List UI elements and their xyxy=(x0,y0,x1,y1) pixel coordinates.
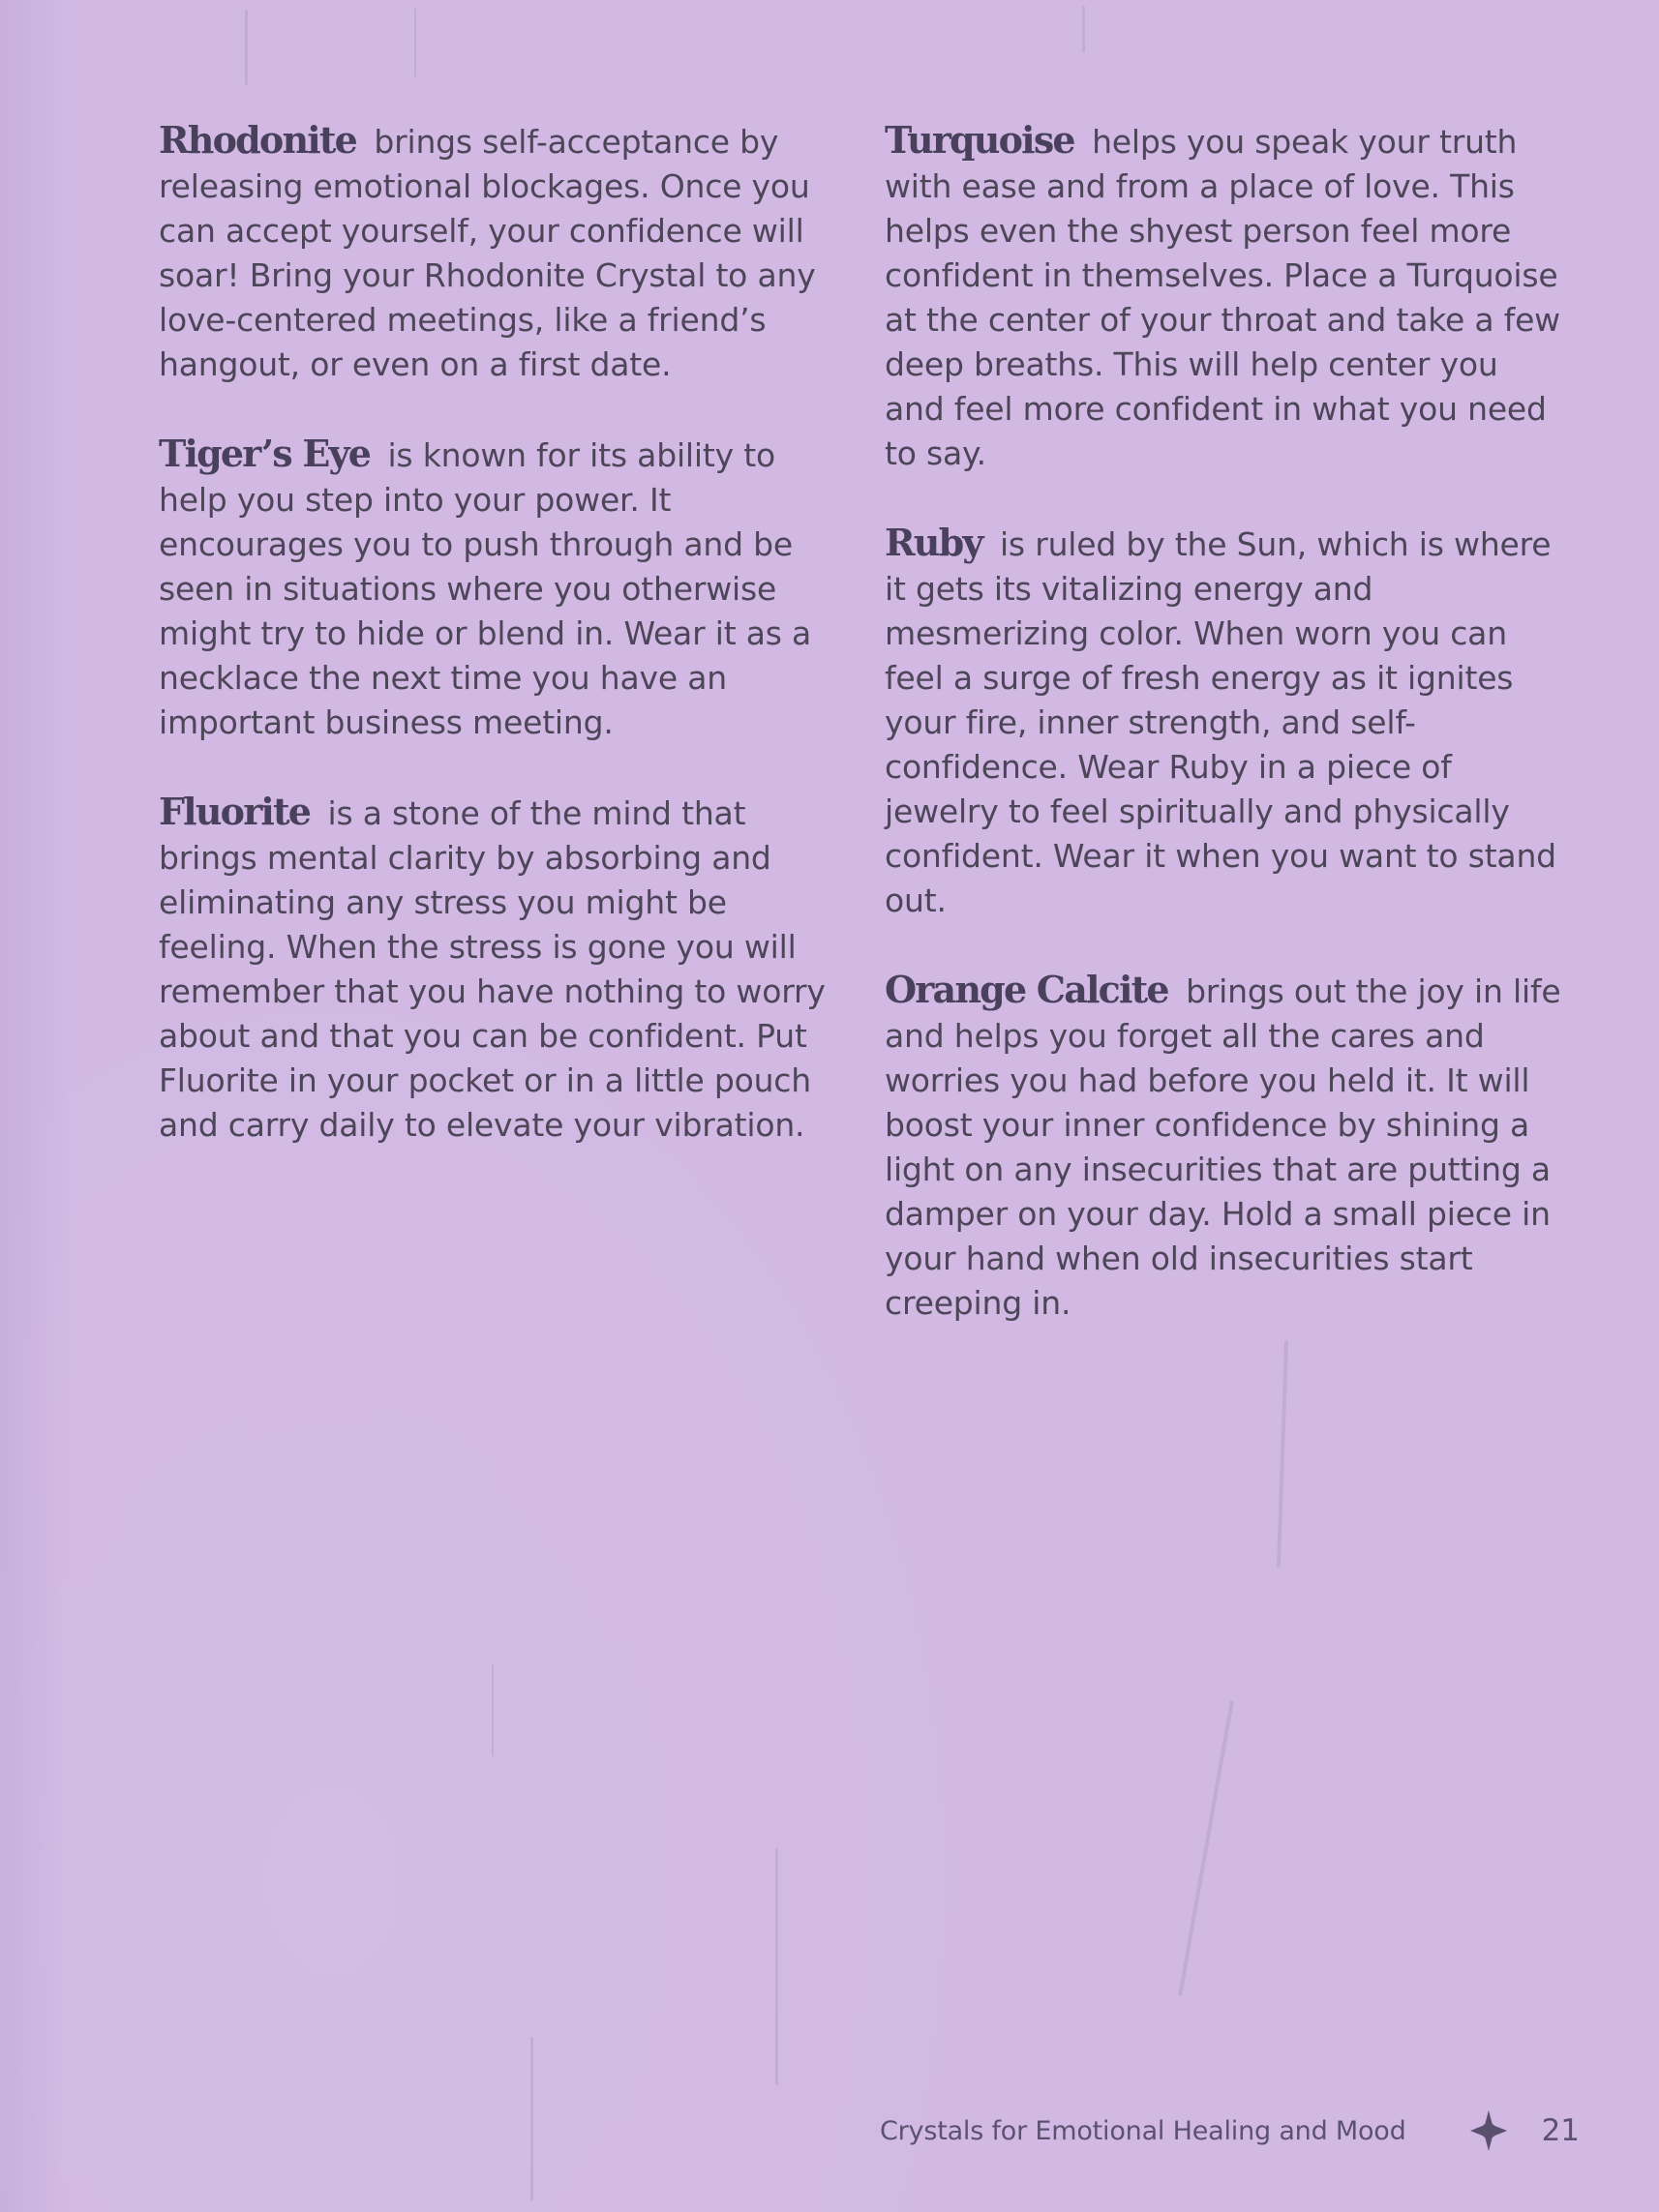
entry-body: helps you speak your truth with ease and from a place of love. This helps even the shyest person feel more confident in themselves. Place a Turquoise at the center of your throat and take a few deep breaths. This will help center you and feel more confident in what you need to say. xyxy=(885,123,1560,472)
entry-body: is ruled by the Sun, which is where it gets its vitalizing energy and mesmerizing color. When worn you can feel a surge of fresh energy as it ignites your fire, inner strength, and self-confidence. Wear Ruby in a piece of jewelry to feel spiritually and physically confident. Wear it when you want to stand out. xyxy=(885,525,1556,919)
entry-orange-calcite xyxy=(885,968,1567,1326)
paper-mark-2 xyxy=(414,8,416,77)
entry-title: Orange Calcite xyxy=(885,968,1168,1011)
entry-title: Rhodonite xyxy=(159,118,357,162)
entry-ruby xyxy=(885,521,1567,923)
entry-fluorite xyxy=(159,790,836,1148)
left-column xyxy=(159,118,836,1192)
entry-body: is known for its ability to help you step into your power. It encourages you to push through and be seen in situations where you otherwise might try to hide or blend in. Wear it as a necklace the next time you have an important business meeting. xyxy=(159,436,812,741)
entry-title: Ruby xyxy=(885,521,982,564)
footer-section-title: Crystals for Emotional Healing and Mood xyxy=(880,2115,1406,2146)
page-number: 21 xyxy=(1541,2112,1581,2148)
entry-body: brings self-acceptance by releasing emotional blockages. Once you can accept yourself, your confidence will soar! Bring your Rhodonite Crystal to any love-centered meetings, like a friend’s hangout, or even on a first date. xyxy=(159,123,816,383)
paper-mark-6 xyxy=(775,1848,778,2085)
entry-rhodonite xyxy=(159,118,836,387)
paper-mark-1 xyxy=(245,10,248,85)
paper-mark-7 xyxy=(530,2037,533,2201)
paper-mark-5 xyxy=(1178,1700,1234,1996)
paper-mark-8 xyxy=(492,1664,494,1756)
entry-title: Fluorite xyxy=(159,790,311,833)
paper-mark-4 xyxy=(1277,1340,1288,1568)
entry-title: Tiger’s Eye xyxy=(159,432,371,475)
entry-body: brings out the joy in life and helps you forget all the cares and worries you had before you held it. It will boost your inner confidence by shining a light on any insecurities that are putting a damper on your day. Hold a small piece in your hand when old insecurities start creeping in. xyxy=(885,972,1561,1322)
paper-mark-3 xyxy=(1082,6,1085,52)
entry-body: is a stone of the mind that brings mental clarity by absorbing and eliminating any stress you might be feeling. When the stress is gone you will remember that you have nothing to worry about and that you can be confident. Put Fluorite in your pocket or in a little pouch and carry daily to elevate your vibration. xyxy=(159,794,826,1144)
right-column xyxy=(885,118,1567,1370)
entry-turquoise xyxy=(885,118,1567,476)
entry-tigers-eye xyxy=(159,432,836,745)
page-footer xyxy=(880,2109,1581,2152)
entry-title: Turquoise xyxy=(885,118,1074,162)
compass-star-icon xyxy=(1468,2110,1509,2151)
